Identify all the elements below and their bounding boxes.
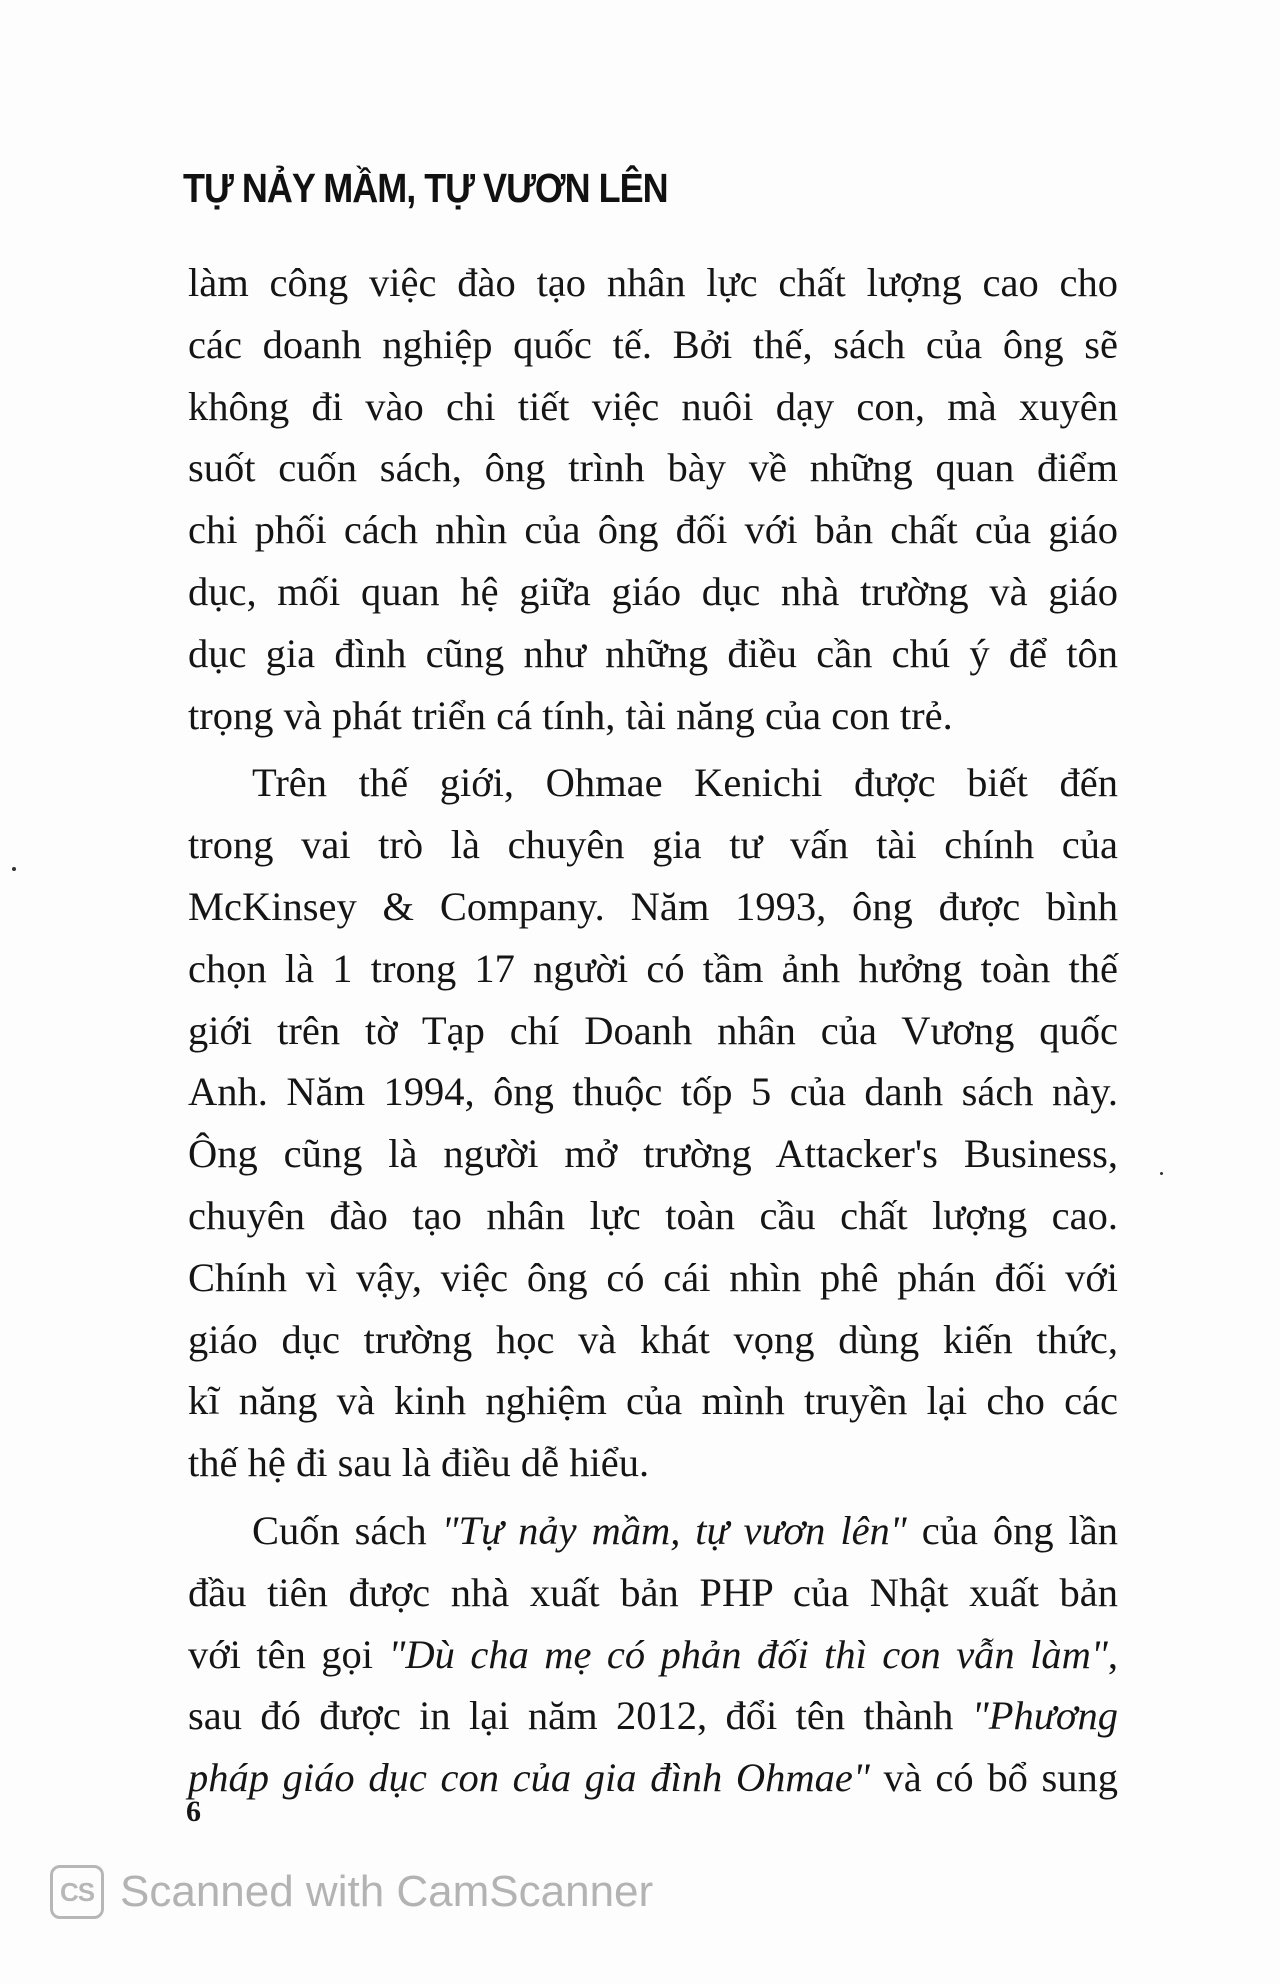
paragraph-3 bbox=[188, 1500, 1118, 1809]
text-line: Anh. Năm 1994, ông thuộc tốp 5 của danh sách này. bbox=[188, 1069, 1118, 1115]
scan-speck bbox=[1160, 1172, 1163, 1175]
text-line: các doanh nghiệp quốc tế. Bởi thế, sách của ông sẽ bbox=[188, 321, 1118, 367]
watermark-text: Scanned with CamScanner bbox=[120, 1867, 654, 1916]
text-line bbox=[188, 1624, 1118, 1686]
text-line: giới trên tờ Tạp chí Doanh nhân của Vương quốc bbox=[188, 1007, 1118, 1053]
text-line: kĩ năng và kinh nghiệm của mình truyền lại cho các bbox=[188, 1378, 1118, 1424]
paragraph-1 bbox=[188, 252, 1118, 746]
scan-speck bbox=[12, 867, 16, 871]
text-line: McKinsey & Company. Năm 1993, ông được bình bbox=[188, 883, 1118, 929]
text-run: Cuốn sách bbox=[252, 1507, 442, 1553]
text-line: giáo dục trường học và khát vọng dùng kiến thức, bbox=[188, 1316, 1118, 1362]
text-line: trọng và phát triển cá tính, tài năng của con trẻ. bbox=[188, 692, 953, 738]
body-text bbox=[188, 252, 1118, 1809]
text-line: chọn là 1 trong 17 người có tầm ảnh hưởng toàn thế bbox=[188, 945, 1118, 991]
text-run: và có bổ sung bbox=[869, 1755, 1118, 1801]
text-line: dục gia đình cũng như những điều cần chú ý để tôn bbox=[188, 630, 1118, 676]
text-line: dục, mối quan hệ giữa giáo dục nhà trường và giáo bbox=[188, 568, 1118, 614]
text-line: không đi vào chi tiết việc nuôi dạy con, mà xuyên bbox=[188, 383, 1118, 429]
book-title-italic: "Tự nảy mầm, tự vươn lên" bbox=[441, 1507, 907, 1553]
text-line: chuyên đào tạo nhân lực toàn cầu chất lượng cao. bbox=[188, 1192, 1118, 1238]
text-line: làm công việc đào tạo nhân lực chất lượng cao cho bbox=[188, 260, 1118, 305]
text-line: Trên thế giới, Ohmae Kenichi được biết đến bbox=[252, 760, 1118, 806]
text-line: Ông cũng là người mở trường Attacker's Business, bbox=[188, 1131, 1118, 1177]
book-title-italic: "Phương bbox=[971, 1693, 1118, 1739]
camscanner-logo-icon: CS bbox=[50, 1865, 104, 1919]
text-run: , bbox=[1107, 1631, 1118, 1677]
text-run: sau đó được in lại năm 2012, đổi tên thành bbox=[188, 1693, 972, 1739]
text-line: Chính vì vậy, việc ông có cái nhìn phê phán đối với bbox=[188, 1254, 1118, 1300]
text-line: chi phối cách nhìn của ông đối với bản chất của giáo bbox=[188, 507, 1118, 553]
text-line: trong vai trò là chuyên gia tư vấn tài chính của bbox=[188, 822, 1118, 868]
text-line: suốt cuốn sách, ông trình bày về những quan điểm bbox=[188, 445, 1118, 491]
book-title-italic: "Dù cha mẹ có phản đối thì con vẫn làm" bbox=[388, 1631, 1108, 1677]
text-line: đầu tiên được nhà xuất bản PHP của Nhật xuất bản bbox=[188, 1569, 1118, 1615]
camscanner-watermark bbox=[50, 1862, 653, 1922]
running-header-title: TỰ NẢY MẦM, TỰ VƯƠN LÊN bbox=[183, 165, 668, 211]
book-title-italic: pháp giáo dục con của gia đình Ohmae" bbox=[188, 1755, 870, 1801]
text-run: với tên gọi bbox=[188, 1631, 389, 1677]
paragraph-2 bbox=[188, 752, 1118, 1494]
page-number: 6 bbox=[186, 1795, 201, 1828]
text-line bbox=[188, 1500, 1118, 1562]
text-run: của ông lần bbox=[906, 1507, 1118, 1553]
text-line bbox=[188, 1685, 1118, 1747]
text-line bbox=[188, 1747, 1118, 1809]
text-line: thế hệ đi sau là điều dễ hiểu. bbox=[188, 1440, 650, 1486]
